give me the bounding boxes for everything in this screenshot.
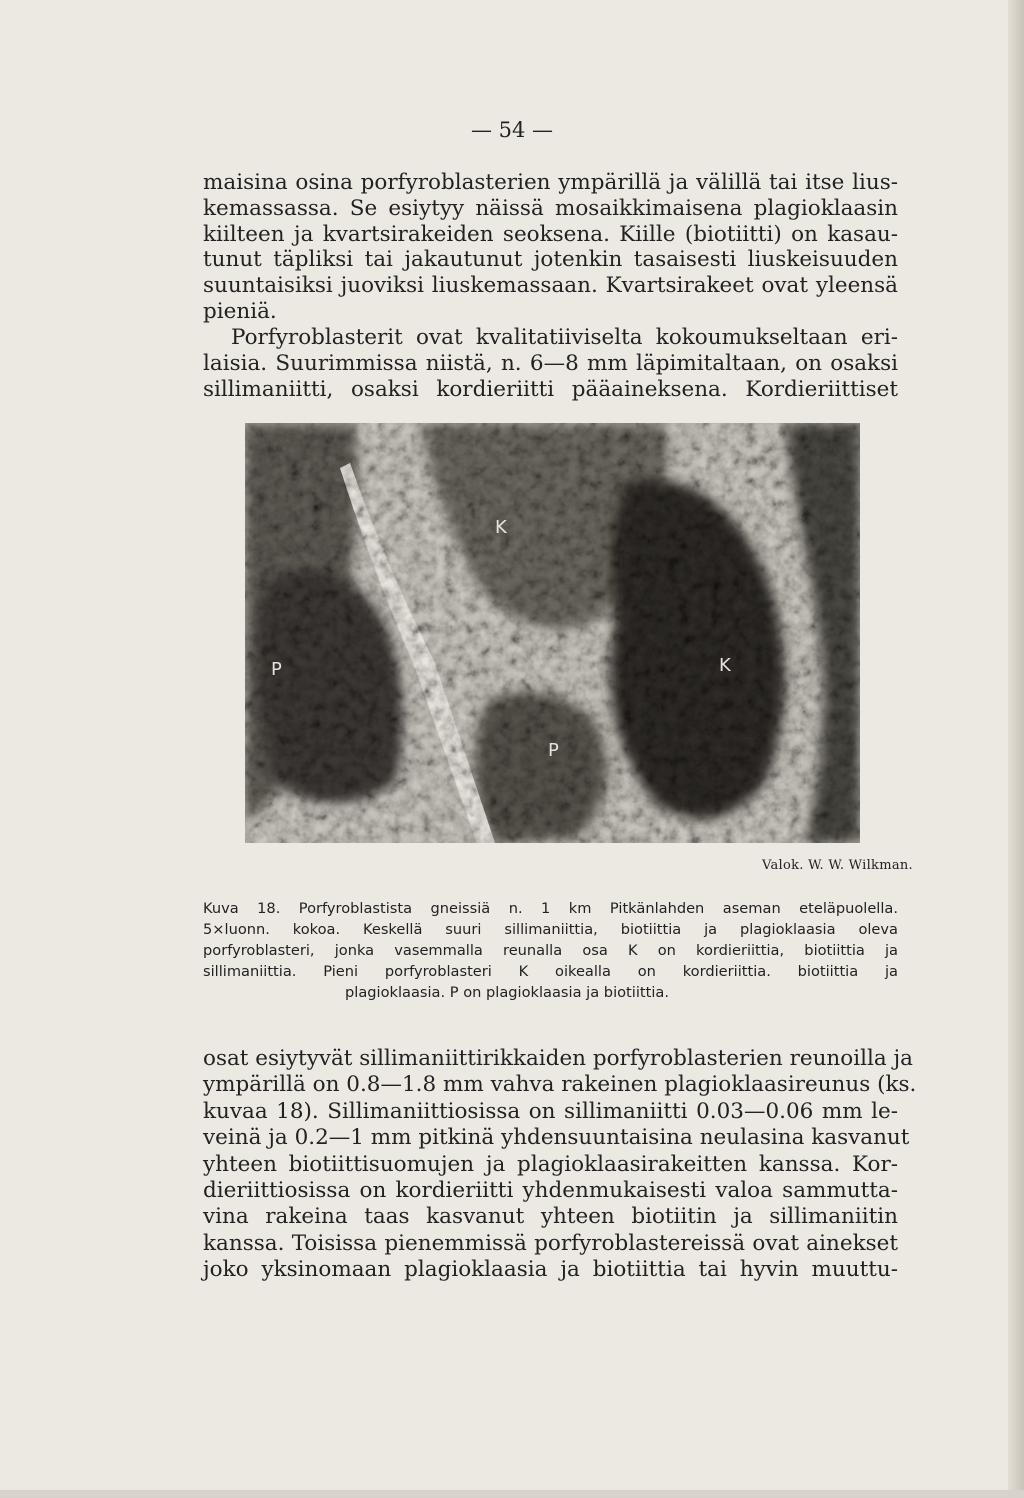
text-line: ympärillä on 0.8—1.8 mm vahva rakeinen plagioklaasireunus (ks. bbox=[203, 1072, 917, 1098]
figure-label-p: P bbox=[271, 659, 282, 680]
page-number: — 54 — bbox=[470, 118, 554, 142]
text-line: kemassassa. Se esiytyy näissä mosaikkimaisena plagioklaasin bbox=[203, 195, 898, 221]
text-line: dieriittiosissa on kordieriitti yhdenmukaisesti valoa sammutta- bbox=[203, 1178, 898, 1204]
figure-label-p: P bbox=[548, 740, 559, 761]
text-line: vina rakeina taas kasvanut yhteen biotiitin ja sillimaniitin bbox=[203, 1204, 898, 1230]
figure-label-k: K bbox=[495, 517, 507, 538]
figure-label-k: K bbox=[719, 655, 731, 676]
photo-credit: Valok. W. W. Wilkman. bbox=[762, 858, 913, 873]
text-line: Porfyroblasterit ovat kvalitatiiviselta kokoumukseltaan eri- bbox=[231, 325, 898, 350]
top-paragraph bbox=[203, 170, 898, 325]
micrograph-image bbox=[245, 423, 860, 843]
second-paragraph bbox=[203, 325, 898, 402]
bottom-paragraph bbox=[203, 1046, 917, 1284]
text-line: kiilteen ja kvartsirakeiden seoksena. Kiille (biotiitti) on kasau- bbox=[203, 221, 898, 247]
text-line: suuntaisiksi juoviksi liuskemassaan. Kvartsirakeet ovat yleensä bbox=[203, 273, 898, 299]
caption-line: 5×luonn. kokoa. Keskellä suuri sillimaniittia, biotiittia ja plagioklaasia oleva bbox=[203, 921, 898, 938]
text-line: veinä ja 0.2—1 mm pitkinä yhdensuuntaisina neulasina kasvanut bbox=[203, 1125, 910, 1151]
text-line: joko yksinomaan plagioklaasia ja biotiittia tai hyvin muuttu- bbox=[203, 1257, 898, 1283]
micrograph-photo bbox=[245, 423, 860, 843]
caption-line: Kuva 18. Porfyroblastista gneissiä n. 1 km Pitkänlahden aseman eteläpuolella. bbox=[203, 900, 898, 917]
text-line: tunut täpliksi tai jakautunut jotenkin tasaisesti liuskeisuuden bbox=[203, 247, 898, 273]
text-line: kuvaa 18). Sillimaniittiosissa on sillimaniitti 0.03—0.06 mm le- bbox=[203, 1098, 898, 1124]
caption-line: porfyroblasteri, jonka vasemmalla reunalla osa K on kordieriittia, biotiittia ja bbox=[203, 942, 898, 959]
text-line: pieniä. bbox=[203, 298, 277, 324]
text-line: osat esiytyvät sillimaniittirikkaiden porfyroblasterien reunoilla ja bbox=[203, 1046, 913, 1071]
text-line: sillimaniitti, osaksi kordieriitti pääaineksena. Kordieriittiset bbox=[203, 376, 898, 402]
page-edge-shadow bbox=[1008, 0, 1024, 1498]
caption-line: plagioklaasia. P on plagioklaasia ja biotiittia. bbox=[345, 984, 669, 1001]
text-line: maisina osina porfyroblasterien ympärillä ja välillä tai itse lius- bbox=[203, 170, 898, 195]
text-line: yhteen biotiittisuomujen ja plagioklaasirakeitten kanssa. Kor- bbox=[203, 1151, 898, 1177]
text-line: kanssa. Toisissa pienemmissä porfyroblastereissä ovat ainekset bbox=[203, 1230, 898, 1256]
page-bottom-edge bbox=[0, 1490, 1024, 1498]
caption-line: sillimaniittia. Pieni porfyroblasteri K oikealla on kordieriittia. biotiittia ja bbox=[203, 963, 898, 980]
text-line: laisia. Suurimmissa niistä, n. 6—8 mm läpimitaltaan, on osaksi bbox=[203, 350, 898, 376]
figure-caption bbox=[203, 898, 898, 1003]
